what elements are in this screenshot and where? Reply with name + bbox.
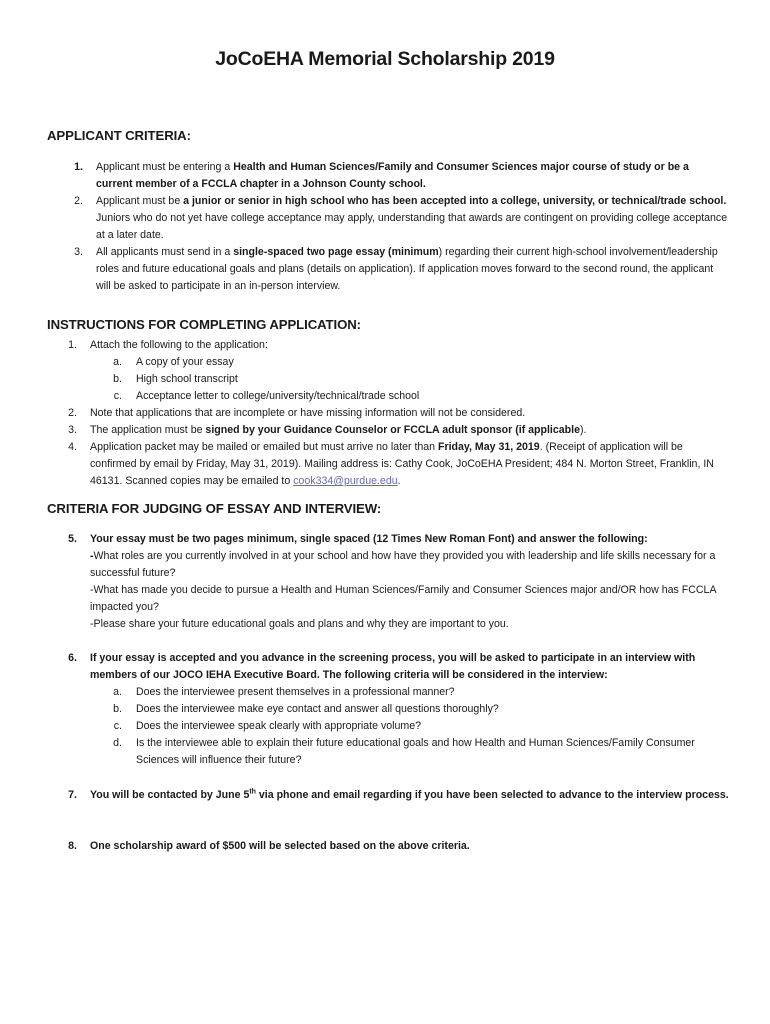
subitem-text: Does the interviewee make eye contact and answer all questions thoroughly? [136,703,499,715]
bold-run: signed by your Guidance Counselor or FCCLA adult sponsor (if applicable [205,424,580,436]
applicant-criteria-heading: APPLICANT CRITERIA: [47,128,191,143]
essay-question-3: -Please share your future educational goals and plans and why they are important to you. [90,618,509,630]
subitem-text: High school transcript [136,373,238,385]
bold-run: Health and Human Sciences/Family and Consumer Sciences major course of study or be a current member of a FCCLA chapter in a Johnson County school. [96,161,689,190]
subitem-letter: a. [113,686,122,698]
essay-question-2: -What has made you decide to pursue a Health and Human Sciences/Family and Consumer Sciences major and/OR how has FCCLA impacted you? [90,584,716,613]
subitem-text: Does the interviewee present themselves in a professional manner? [136,686,455,698]
subitem-text: Acceptance letter to college/university/technical/trade school [136,390,420,402]
instruction-item-number: 4. [68,441,77,453]
instruction-item-number: 1. [68,339,77,351]
text-run: The application must be [90,424,206,436]
instruction-item-text: Attach the following to the application: [90,339,268,351]
judging-item-text [90,531,730,633]
text-run: Applicant must be [96,195,184,207]
bold-run: If your essay is accepted and you advance in the screening process, you will be asked to participate in an interview with members of our JOCO IEHA Executive Board. The following criteria will be considered in the interview: [90,652,696,681]
judging-item-number: 8. [68,840,77,852]
bold-run: single-spaced two page essay (minimum [233,246,439,258]
subitem-letter: d. [113,737,122,749]
judging-item-number: 7. [68,789,77,801]
text-run: . [397,475,401,487]
text-run: Application packet may be mailed or emailed but must arrive no later than [90,441,439,453]
instruction-item-number: 3. [68,424,77,436]
bold-run: Friday, May 31, 2019 [438,441,540,453]
criteria-item-number: 2. [74,195,83,207]
judging-item-text [90,650,730,684]
bold-run: Your essay must be two pages minimum, single spaced (12 Times New Roman Font) and answer the following: [90,533,648,545]
instruction-item-text [90,422,730,439]
subitem-letter: b. [113,703,122,715]
judging-item-number: 5. [68,533,77,545]
criteria-item-number: 1. [74,161,83,173]
judging-item-text [90,787,730,804]
criteria-item-text [96,159,728,193]
ordinal-suffix: th [249,788,256,796]
subitem-text: Does the interviewee speak clearly with appropriate volume? [136,720,422,732]
criteria-item-text [96,193,728,244]
criteria-item-number: 3. [74,246,83,258]
subitem-letter: c. [113,720,122,732]
text-run: All applicants must send in a [96,246,234,258]
instruction-item-number: 2. [68,407,77,419]
criteria-item-text [96,244,728,295]
bold-run: - [90,550,94,562]
instruction-item-text: Note that applications that are incomplete or have missing information will not be considered. [90,407,526,419]
text-run: ) regarding their current high-school involvement/leadership roles and future educational goals and plans (details on application). If application moves forward to the second round, the applicant will be asked to participate in an in-person interview. [96,246,718,292]
text-run: You will be contacted by June 5 [90,789,250,801]
document-title: JoCoEHA Memorial Scholarship 2019 [215,48,555,70]
text-run: Applicant must be entering a [96,161,234,173]
subitem-letter: a. [113,356,122,368]
text-run: ). [579,424,587,436]
text-run: . (Receipt of application will be confirmed by email by Friday, May 31, 2019). Mailing address is: Cathy Cook, JoCoEHA President; 484 N. Morton Street, Franklin, IN 46131. Scanned copies may be emailed to [90,441,714,487]
subitem-text: A copy of your essay [136,356,234,368]
subitem-letter: b. [113,373,122,385]
instructions-heading: INSTRUCTIONS FOR COMPLETING APPLICATION: [47,317,361,332]
judging-heading: CRITERIA FOR JUDGING OF ESSAY AND INTERVIEW: [47,501,382,516]
instruction-item-text [90,439,720,490]
bold-run: a junior or senior in high school who has been accepted into a college, university, or technical/trade school. [183,195,727,207]
judging-item-number: 6. [68,652,77,664]
subitem-letter: c. [113,390,122,402]
judging-item-text: One scholarship award of $500 will be selected based on the above criteria. [90,840,470,852]
subitem-text: Is the interviewee able to explain their future educational goals and how Health and Human Sciences/Family Consumer Sciences will influence their future? [136,737,695,766]
email-link[interactable]: cook334@purdue.edu [293,475,398,487]
text-run: Juniors who do not yet have college acceptance may apply, understanding that awards are contingent on providing college acceptance at a later date. [96,212,728,241]
text-run: via phone and email regarding if you have been selected to advance to the interview process. [255,789,729,801]
essay-question-1: What roles are you currently involved in at your school and how have they provided you with leadership and life skills necessary for a successful future? [90,550,716,579]
